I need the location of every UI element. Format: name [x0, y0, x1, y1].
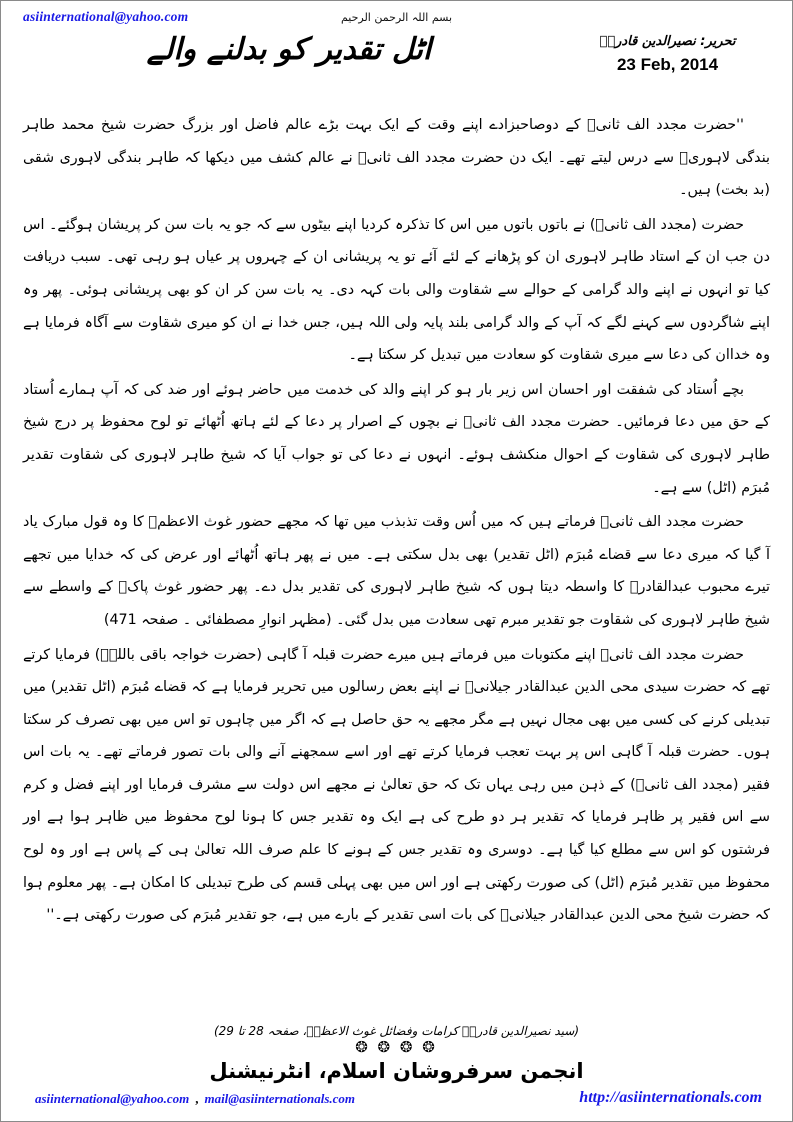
- paragraph: حضرت (مجدد الف ثانیؒ) نے باتوں باتوں میں اس کا تذکرہ کردیا اپنے بیٹوں سے کہ جو یہ بات سن کر پریشان ہوگئے۔ اس دن جب ان کے استاد طاہر لاہوری ان کو پڑھانے کے لئے آئے تو یہ پریشانی ان کے چہروں پر عیاں ہو رہی تھی۔ سبب دریافت کیا تو انہوں نے اپنے والد گرامی کے حوالے سے شقاوت والی بات کہہ دی۔ یہ بات سن کر ان کو بھی پریشانی ہوئی۔ پھر وہ اپنے شاگردوں سے کہنے لگے کہ آپ کے والد گرامی بلند پایہ ولی اللہ ہیں، جس خدا نے ان کو میری شقاوت سے آگاہ فرمایا ہے وہ خداان کی دعا سے میری شقاوت کو سعادت میں تبدیل کر سکتا ہے۔: [23, 216, 770, 364]
- organization-name: انجمن سرفروشان اسلام، انٹرنیشنل: [209, 1059, 584, 1083]
- footer-website-link[interactable]: http://asiinternationals.com: [579, 1089, 762, 1106]
- email-separator: ,: [195, 1091, 199, 1106]
- footer-email-primary[interactable]: asiinternational@yahoo.com: [35, 1091, 190, 1106]
- footer-email-group: [35, 1091, 355, 1107]
- footer-email-secondary[interactable]: mail@asiinternationals.com: [204, 1091, 356, 1106]
- ornament-divider: [23, 1040, 770, 1057]
- document-footer: [23, 1024, 770, 1114]
- paragraph: حضرت مجدد الف ثانیؒ اپنے مکتوبات میں فرماتے ہیں میرے حضرت قبلہ آ گاہی (حضرت خواجہ باقی باللہؒ) فرمایا کرتے تھے کہ حضرت سیدی محی الدین عبدالقادر جیلانیؓ نے اپنے بعض رسالوں میں تحریر فرمایا ہے کہ قضاے مُبرَم (اٹل تقدیر) میں تبدیلی کرنے کی کسی میں بھی مجال نہیں ہے مگر مجھے یہ حق حاصل ہے کہ اگر میں چاہوں تو اس میں بھی تصرف کر سکتا ہوں۔ حضرت قبلہ آ گاہی اس پر بہت تعجب فرمایا کرتے تھے اور اسے سمجھنے آنے والی بات تصور فرماتے تھے۔ یہ بات اس فقیر (مجدد الف ثانیؒ) کے ذہن میں رہی یہاں تک کہ حق تعالیٰ نے مجھے اس دولت سے مشرف فرمایا اور اپنے فضل و کرم سے اس فقیر پر ظاہر فرمایا کہ تقدیر ہر دو طرح کی ہے ایک وہ تقدیر جس کا ہونا لوح محفوظ میں ظاہر ہوا ہے اور فرشتوں کو اس سے مطلع کیا گیا ہے۔ دوسری وہ تقدیر جس کے ہونے کا علم صرف اللہ تعالیٰ ہی کے پاس ہے اور وہ لوح محفوظ میں تقدیر مُبرَم (اٹل) کی صورت رکھتی ہے اور اس میں بھی پہلی قسم کی طرح تبدیلی کا امکان ہے۔ پھر معلوم ہوا کہ حضرت شیخ محی الدین عبدالقادر جیلانیؓ کی بات اسی تقدیر کے بارے میں ہے، جو تقدیر مُبرَم کی صورت رکھتی ہے۔'': [23, 646, 770, 924]
- article-body: [23, 109, 770, 932]
- paragraph: بچے اُستاد کی شفقت اور احسان اس زیر بار ہو کر اپنے والد کی خدمت میں حاضر ہوئے اور ضد کی کہ آپ ہمارے اُستاد کے حق میں دعا فرمائیں۔ حضرت مجدد الف ثانیؒ نے بچوں کے اصرار پر دعا کے لئے ہاتھ اُٹھائے تو لوح محفوظ پر درج شیخ طاہر لاہوری کی شقاوت کے احوال منکشف ہوئے۔ انہوں نے دعا کی تو جواب آیا کہ شیخ طاہر لاہوری کی شقاوت تقدیر مُبرَم (اٹل) سے ہے۔: [23, 381, 770, 496]
- paragraph: حضرت مجدد الف ثانیؒ فرماتے ہیں کہ میں اُس وقت تذبذب میں تھا کہ مجھے حضور غوث الاعظمؓ کا وہ قول مبارک یاد آ گیا کہ میری دعا سے قضاے مُبرَم (اٹل تقدیر) بھی بدل سکتی ہے۔ میں نے پھر ہاتھ اُٹھائے اور عرض کی کہ خدایا میں تجھے تیرے محبوب عبدالقادرؓ کا واسطہ دیتا ہوں کہ شیخ طاہر لاہوری کی تقدیر بدل دے۔ پھر حضور غوث پاکؓ کے واسطے سے شیخ طاہر لاہوری کی شقاوت جو تقدیر مبرم تھی سعادت میں بدل گئی۔ (مظہر انوارِ مصطفائی ۔ صفحہ 471): [23, 514, 770, 628]
- header-email-link[interactable]: asiinternational@yahoo.com: [23, 9, 189, 24]
- document-header: [23, 7, 770, 107]
- source-citation: (سید نصیرالدین قادریؒ کرامات وفضائل غوث الاعظمؓ، صفحہ 28 تا 29): [213, 1023, 580, 1038]
- contact-row: [23, 1091, 770, 1113]
- author-name: تحریر: نصیرالدین قادریؒ: [599, 34, 736, 49]
- star-ornament-icon: ❂: [377, 1039, 394, 1056]
- publication-date: 23 Feb, 2014: [616, 55, 719, 75]
- page-title: اٹل تقدیر کو بدلنے والے: [146, 32, 432, 67]
- star-ornament-icon: ❂: [399, 1039, 416, 1056]
- byline: [565, 33, 770, 75]
- bismillah-line: بسم اللہ الرحمن الرحیم: [340, 11, 453, 24]
- star-ornament-icon: ❂: [422, 1039, 438, 1056]
- star-ornament-icon: ❂: [355, 1039, 371, 1056]
- paragraph: ''حضرت مجدد الف ثانیؒ کے دوصاحبزادے اپنے وقت کے ایک بہت بڑے عالم فاضل اور بزرگ حضرت شیخ محمد طاہر بندگی لاہوریؒ سے درس لیتے تھے۔ ایک دن حضرت مجدد الف ثانیؒ نے عالم کشف میں دیکھا کہ طاہر بندگی لاہوری شقی (بد بخت) ہیں۔: [23, 117, 770, 199]
